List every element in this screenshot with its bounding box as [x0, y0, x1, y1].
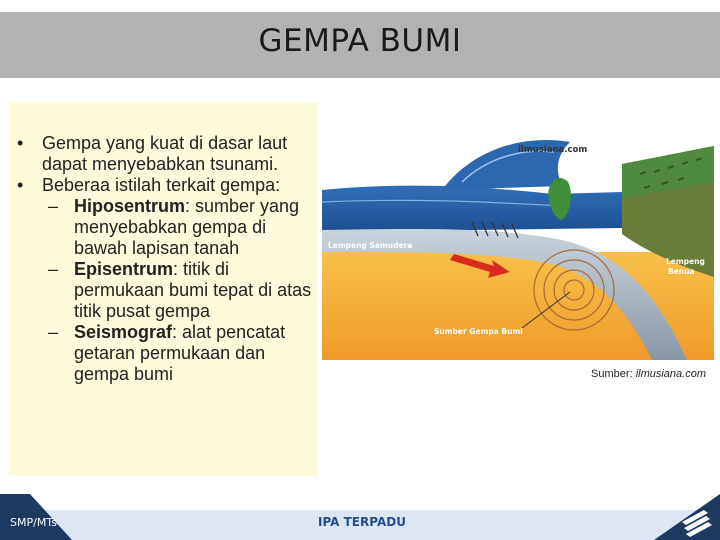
term-description: : titik di permukaan bumi tepat di atas titik pusat gempa: [74, 259, 312, 321]
earthquake-diagram: [322, 102, 714, 360]
term-hiposentrum: Hiposentrum: [74, 196, 186, 216]
dash-marker: –: [48, 322, 59, 342]
bullet-marker: •: [17, 133, 24, 153]
oceanic-plate-label: Lempeng Samudera: [328, 241, 413, 250]
sub-bullet-item: [17, 322, 317, 385]
term-seismograf: Seismograf: [74, 322, 173, 342]
image-caption: [540, 368, 706, 380]
caption-source: ilmusiana.com: [635, 368, 706, 380]
continental-plate-label: Lempeng: [666, 257, 705, 266]
term-description: : sumber yang menyebabkan gempa di bawah lapisan tanah: [74, 196, 300, 258]
footer-school-level: SMP/MTs: [10, 516, 57, 529]
dash-marker: –: [48, 196, 59, 216]
sub-bullet-item: [17, 196, 317, 259]
slide-title: GEMPA BUMI: [258, 23, 462, 59]
caption-prefix: Sumber:: [591, 368, 636, 380]
bullet-item: [17, 175, 317, 196]
term-episentrum: Episentrum: [74, 259, 174, 279]
sub-bullet-item: [17, 259, 317, 322]
watermark-label: ilmusiana.com: [518, 145, 588, 155]
footer-bar: [0, 488, 720, 540]
earthquake-source-label: Sumber Gempa Bumi: [434, 327, 523, 336]
continental-plate-label-2: Benua: [668, 267, 695, 276]
bullet-marker: •: [17, 175, 24, 195]
bullet-text: Beberaa istilah terkait gempa:: [42, 175, 281, 195]
bullet-item: [17, 133, 317, 175]
bullet-text: Gempa yang kuat di dasar laut dapat menyebabkan tsunami.: [42, 133, 288, 174]
dash-marker: –: [48, 259, 59, 279]
footer-subject: IPA TERPADU: [318, 515, 406, 529]
term-description: : alat pencatat getaran permukaan dan gempa bumi: [74, 322, 286, 384]
bullet-list: [17, 133, 317, 385]
